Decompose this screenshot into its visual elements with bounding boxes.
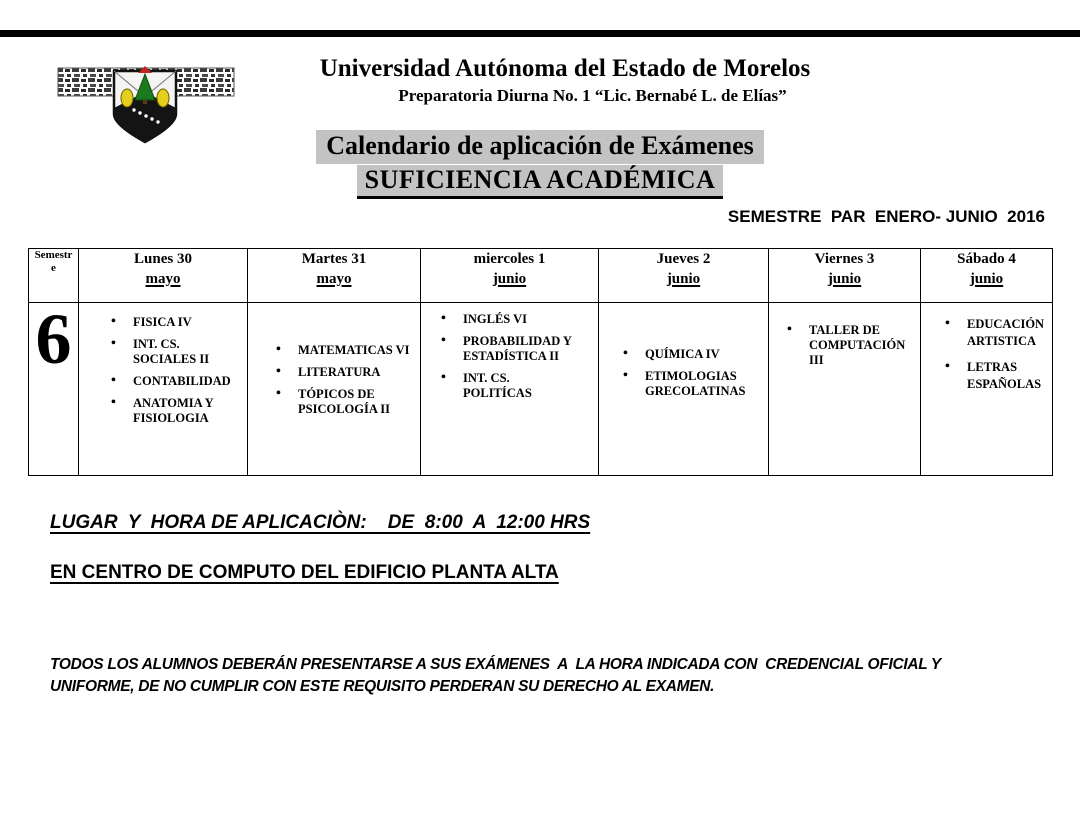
exam-item: • ANATOMIA Y FISIOLOGIA [109,396,243,426]
day-month-label: junio [969,271,1004,287]
exam-item: • QUÍMICA IV [621,347,764,362]
day-month-label: mayo [316,271,352,287]
school-name: Preparatoria Diurna No. 1 “Lic. Bernabé L. de Elías” [398,86,787,105]
day-exams-cell [921,303,1053,476]
day-month-label: mayo [145,271,181,287]
day-name: Jueves 2 [656,251,711,267]
semester-header-line2: e [51,262,56,274]
day-name: Viernes 3 [814,251,875,267]
exam-item: • TÓPICOS DE PSICOLOGÍA II [274,387,416,417]
document-subtitle: SUFICIENCIA ACADÉMICA [357,165,724,199]
exam-list [599,347,768,399]
top-divider-bar [0,30,1080,37]
university-name: Universidad Autónoma del Estado de Morelos [319,55,811,82]
exam-list [921,316,1052,393]
semester-number: 6 [35,299,72,379]
day-column-header [421,249,599,303]
day-exams-cell [421,303,599,476]
location-time-line: LUGAR Y HORA DE APLICACIÒN: DE 8:00 A 12:00 HRS [50,512,591,533]
day-name: Martes 31 [301,251,367,267]
title-block [0,130,1080,199]
day-exams-cell [79,303,248,476]
day-column-header [769,249,921,303]
semester-column-header [29,249,79,303]
exam-list [769,323,920,368]
exam-item: • TALLER DE COMPUTACIÓN III [785,323,916,368]
exam-list [421,312,598,401]
semester-6-row [29,303,1053,476]
day-exams-cell [248,303,421,476]
day-exams-cell [769,303,921,476]
day-month-label: junio [827,271,862,287]
day-month-label: junio [492,271,527,287]
exam-list [79,315,247,426]
semester-number-cell [29,299,79,476]
exam-item: • INT. CS. SOCIALES II [109,337,243,367]
day-name: Lunes 30 [134,251,192,267]
exam-item: • INGLÉS VI [439,312,594,327]
table-header-row [29,249,1053,303]
day-column-header [599,249,769,303]
exam-item: • EDUCACIÓN ARTISTICA [943,316,1048,350]
exam-notice: TODOS LOS ALUMNOS DEBERÁN PRESENTARSE A SUS EXÁMENES A LA HORA INDICADA CON CREDENCIAL OFICIAL Y UNIFORME, DE NO CUMPLIR CON ESTE REQUISITO PERDERAN SU DERECHO AL EXAMEN. [50,656,941,695]
exam-item: • CONTABILIDAD [109,374,243,389]
day-column-header [248,249,421,303]
exam-item: • MATEMATICAS VI [274,343,416,358]
semester-header-line1: Semestr [34,249,73,261]
day-exams-cell [599,303,769,476]
document-title: Calendario de aplicación de Exámenes [316,130,764,164]
day-month-label: junio [666,271,701,287]
day-column-header [921,249,1053,303]
header-text [90,55,1040,107]
exam-schedule-table [28,248,1053,476]
exam-item: • INT. CS. POLITÍCAS [439,371,594,401]
exam-list [248,343,420,417]
exam-item: • LITERATURA [274,365,416,380]
exam-item: • FISICA IV [109,315,243,330]
exam-item: • PROBABILIDAD Y ESTADÍSTICA II [439,334,594,364]
day-name: miercoles 1 [473,251,546,267]
day-column-header [79,249,248,303]
venue-line: EN CENTRO DE COMPUTO DEL EDIFICIO PLANTA ALTA [50,562,559,583]
exam-item: • LETRAS ESPAÑOLAS [943,359,1048,393]
day-name: Sábado 4 [957,251,1016,267]
exam-item: • ETIMOLOGIAS GRECOLATINAS [621,369,764,399]
semester-period-label: SEMESTRE PAR ENERO- JUNIO 2016 [727,207,1045,226]
